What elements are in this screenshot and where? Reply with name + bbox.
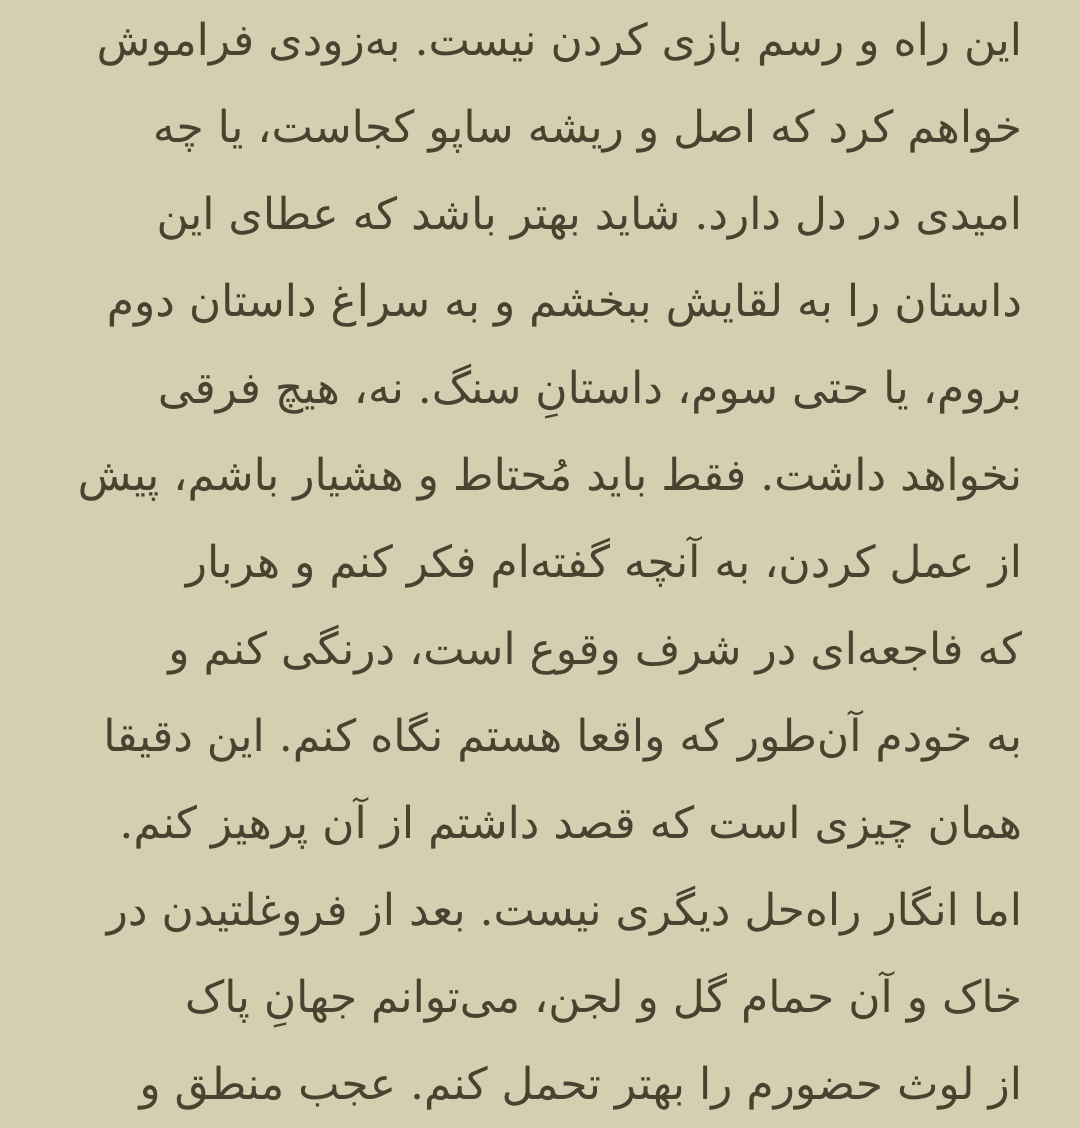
text-line: خاک و آن حمام گل و لجن، می‌توانم جهانِ پاک (184, 972, 1022, 1023)
text-line: بروم، یا حتی سوم، داستانِ سنگ. نه، هیچ فرقی (157, 363, 1022, 414)
text-line: امیدی در دل دارد. شاید بهتر باشد که عطای این (156, 189, 1022, 240)
text-line: خواهم کرد که اصل و ریشه ساپو کجاست، یا چه (152, 102, 1022, 153)
text-line: همان چیزی است که قصد داشتم از آن پرهیز کنم. (119, 798, 1022, 849)
book-text (77, 0, 1022, 1128)
text-line: اما انگار راه‌حل دیگری نیست. بعد از فروغلتیدن در (106, 885, 1022, 936)
text-line: از عمل کردن، به آنچه گفته‌ام فکر کنم و هربار (185, 537, 1022, 588)
text-line: که فاجعه‌ای در شرف وقوع است، درنگی کنم و (168, 624, 1022, 675)
text-line: نخواهد داشت. فقط باید مُحتاط و هشیار باشم، پیش (77, 450, 1022, 501)
text-line: به خودم آن‌طور که واقعا هستم نگاه کنم. این دقیقا (103, 711, 1022, 762)
text-line: داستان را به لقایش ببخشم و به سراغ داستان دوم (106, 276, 1022, 327)
text-line: این راه و رسم بازی کردن نیست. به‌زودی فراموش (96, 15, 1022, 66)
text-line: از لوث حضورم را بهتر تحمل کنم. عجب منطق و (139, 1059, 1022, 1110)
